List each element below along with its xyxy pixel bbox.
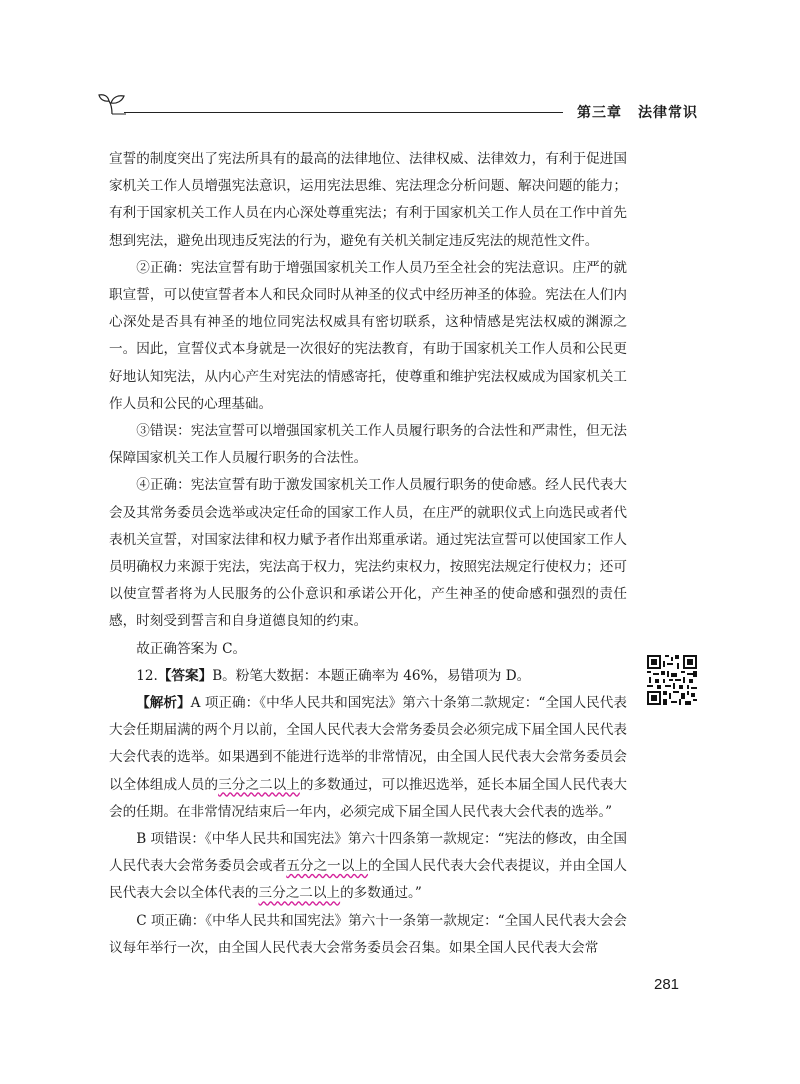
paragraph-analysis-c: C 项正确：《中华人民共和国宪法》第六十一条第一款规定：“全国人民代表大会会议每年举行一次，由全国人民代表大会常务委员会召集。如果全国人民代表大会常 [109,912,627,956]
analysis-b-text-3: 的多数通过。” [340,885,422,902]
highlight-one-fifth: 五分之一以上 [286,858,369,875]
page-number: 281 [654,976,680,993]
paragraph-analysis-a [109,690,627,826]
paragraph-continued: 宣誓的制度突出了宪法所具有的最高的法律地位、法律权威、法律效力，有利于促进国家机关工作人员增强宪法意识，运用宪法思维、宪法理念分析问题、解决问题的能力；有利于国家机关工作人员在内心深处尊重宪法；有利于国家机关工作人员在工作中首先想到宪法，避免出现违反宪法的行为，避免有关机关制定违反宪法的规范性文件。 [109,151,627,249]
analysis-b-text-2: 的全国人民代表大会代表提议，并由全国人民代表大会以全体代表的 [109,858,628,902]
paragraph-analysis-b [109,826,627,908]
answer-label: 【答案】 [157,667,213,684]
analysis-b-text-1: B 项错误：《中华人民共和国宪法》第六十四条第一款规定：“宪法的修改，由全国人民代表大会常务委员会或者 [109,831,627,875]
answer-text: B。粉笔大数据：本题正确率为 46%，易错项为 D。 [212,667,531,684]
sprout-icon [98,92,126,116]
chapter-number: 第三章 [577,105,622,121]
highlight-two-thirds-b: 三分之二以上 [258,885,341,902]
analysis-a-text-2: 的多数通过，可以推迟选举，延长本届全国人民代表大会的任期。在非常情况结束后一年内，必须完成下届全国人民代表大会代表的选举。” [109,776,628,820]
paragraph-point-3: ③错误：宪法宣誓可以增强国家机关工作人员履行职务的合法性和严肃性，但无法保障国家机关工作人员履行职务的合法性。 [109,423,627,467]
chapter-heading [577,102,698,122]
paragraph-answer-conclusion: 故正确答案为 C。 [136,640,247,657]
paragraph-point-2: ②正确：宪法宣誓有助于增强国家机关工作人员乃至全社会的宪法意识。庄严的就职宣誓，可以使宣誓者本人和民众同时从神圣的仪式中经历神圣的体验。宪法在人们内心深处是否具有神圣的地位同宪法权威具有密切联系，这种情感是宪法权威的渊源之一。因此，宣誓仪式本身就是一次很好的宪法教育，有助于国家机关工作人员和公民更好地认知宪法，从内心产生对宪法的情感寄托，使尊重和维护宪法权威成为国家机关工作人员和公民的心理基础。 [109,259,627,412]
analysis-a-text-1: A 项正确：《中华人民共和国宪法》第六十条第二款规定：“全国人民代表大会任期届满的两个月以前，全国人民代表大会常务委员会必须完成下届全国人民代表大会代表的选举。如果遇到不能进行选举的非常情况，由全国人民代表大会常务委员会以全体组成人员的 [109,695,628,793]
question-number: 12. [136,667,158,684]
chapter-title: 法律常识 [638,105,698,121]
paragraph-question-12-answer [109,663,627,690]
analysis-label: 【解析】 [136,695,191,712]
page-header [98,92,698,122]
paragraph-point-4: ④正确：宪法宣誓有助于激发国家机关工作人员履行职务的使命感。经人民代表大会及其常务委员会选举或决定任命的国家工作人员，在庄严的就职仪式上向选民或者代表机关宣誓，对国家法律和权力赋予者作出郑重承诺。通过宪法宣誓可以使国家工作人员明确权力来源于宪法，宪法高于权力，宪法约束权力，按照宪法规定行使权力；还可以使宣誓者将为人民服务的公仆意识和承诺公开化，产生神圣的使命感和强烈的责任感，时刻受到誓言和自身道德良知的约束。 [109,477,627,630]
highlight-two-thirds: 三分之二以上 [218,776,300,793]
header-rule [124,112,563,113]
qr-code-icon[interactable] [647,655,697,705]
page-body [109,146,627,962]
